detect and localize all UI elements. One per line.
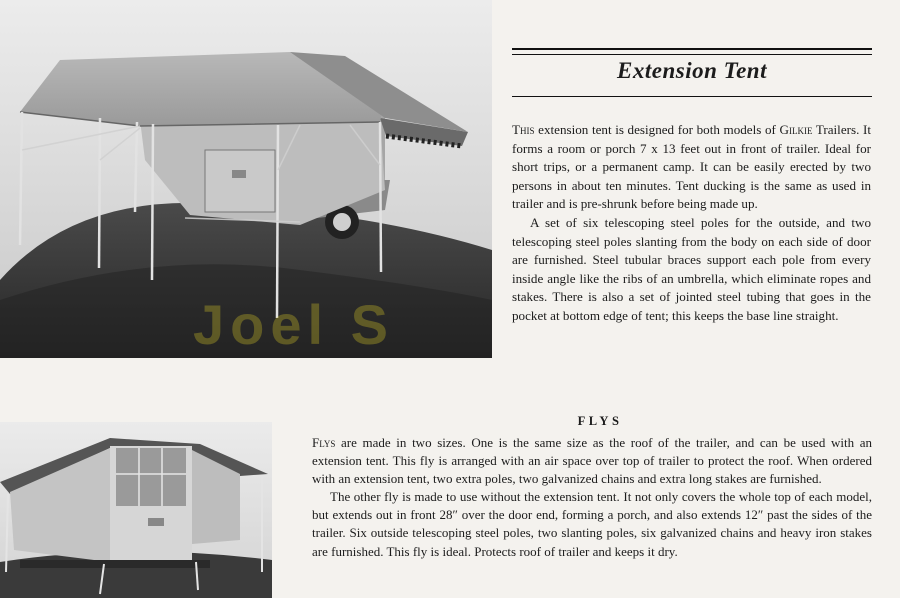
heading-rule-bottom [512,96,872,97]
watermark-text: Joel S [193,293,394,356]
extension-tent-paragraph-2: A set of six telescoping steel poles for the outside, and two telescoping steel poles slanting from the body on each side of door are furnished. Steel tubular braces support each pole from every inside angle like the ribs of an umbrella, which eliminate ropes and stakes. There is also a set of jointed steel tubing that goes in the pocket at bottom edge of tent; this keeps the base line straight. [512,214,871,323]
heading-rule-top-thin [512,54,872,55]
paragraph-text: are made in two sizes. One is the same size as the roof of the trailer, and can be used with an extension tent. This fly is arranged with an air space over top of trailer to protect the roof. When ordered with an extension tent, two extra poles, two galvanized chains and extra long stakes are furnished. [312,435,872,487]
flys-title: FLYS [577,414,623,428]
flys-paragraph-1 [312,434,872,488]
heading-rule-top [512,48,872,50]
fly-photo [0,422,272,598]
brand-name: Gilkie [779,122,813,137]
paragraph-lead-word: Flys [312,435,336,450]
extension-tent-title: Extension Tent [617,58,767,83]
extension-tent-paragraph-1 [512,121,871,214]
paragraph-text: extension tent is designed for both models of [534,122,780,137]
paragraph-text-tail: Trailers. It forms a room or porch 7 x 13 feet out in front of trailer. Ideal for short trips, or a permanent camp. It can be easily erected by two persons in about ten minutes. Tent ducking is the same as used in trailer and is pre-shrunk before being made up. [512,122,871,212]
extension-tent-description [512,121,871,326]
flys-paragraph-2: The other fly is made to use without the extension tent. It not only covers the whole top of each model, but extends out in front 28″ over the door end, forming a porch, and also extends 12″ past the sides of the trailer. Six outside telescoping steel poles, two slanting poles, six galvanized chains and heavy iron stakes are furnished. This fly is ideal. Protects roof of trailer and keeps it dry. [312,489,872,559]
extension-tent-photo [0,0,492,358]
paragraph-lead-word: This [512,122,535,137]
flys-description [312,434,872,561]
